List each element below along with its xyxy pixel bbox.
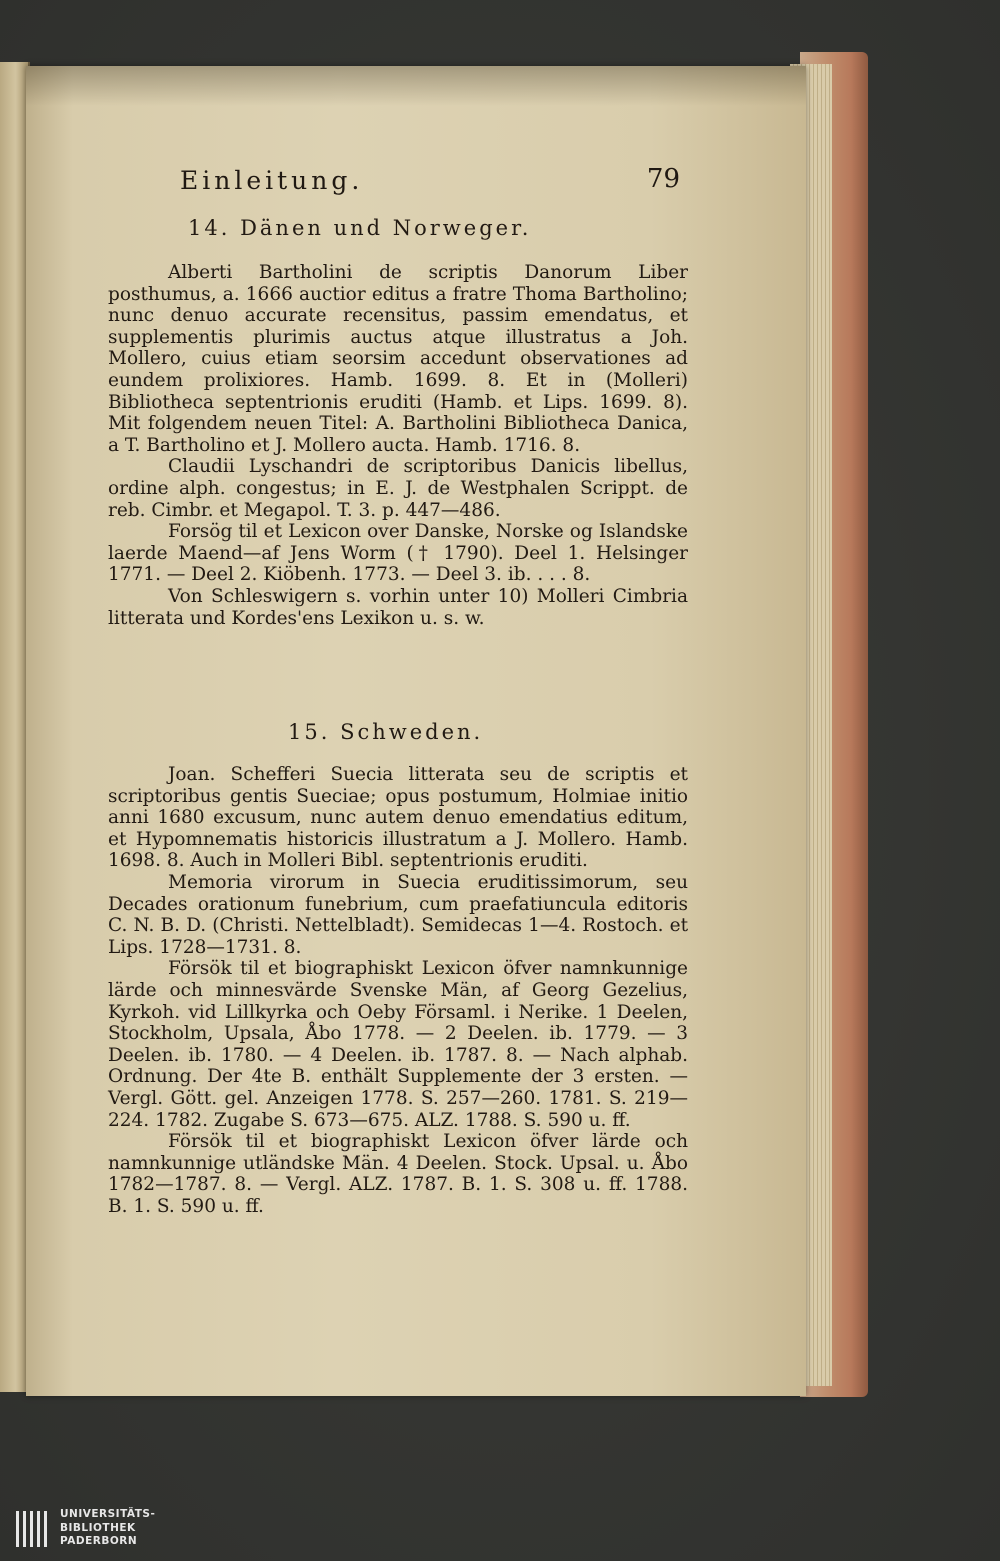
page-header xyxy=(180,166,680,206)
paragraph: Forsög til et Lexicon over Danske, Norske og Islandske laerde Maend—af Jens Worm († 1790). Deel 1. Helsinger 1771. — Deel 2. Kiöbenh. 1773. — Deel 3. ib. . . . 8. xyxy=(108,521,688,586)
logo-line: BIBLIOTHEK xyxy=(60,1521,136,1534)
section-heading-schweden: 15. Schweden. xyxy=(288,720,484,744)
paragraph: Joan. Schefferi Suecia litterata seu de scriptis et scriptoribus gentis Sueciae; opus postumum, Holmiae initio anni 1680 excusum, nunc autem denuo emendatius editum, et Hypomnematis historicis illustratum a J. Mollero. Hamb. 1698. 8. Auch in Molleri Bibl. septentrionis eruditi. xyxy=(108,764,688,872)
paragraph: Von Schleswigern s. vorhin unter 10) Molleri Cimbria litterata und Kordes'ens Lexikon u. s. w. xyxy=(108,585,688,629)
page-number: 79 xyxy=(646,164,680,194)
paragraph: Försök til et biographiskt Lexicon öfver namnkunnige lärde och minnesvärde Svenske Män, af Georg Gezelius, Kyrkoh. vid Lillkyrka och Oeby Församl. i Nerike. 1 Deelen, Stockholm, Upsala, Åbo 1778. — 2 Deelen. ib. 1779. — 3 Deelen. ib. 1780. — 4 Deelen. ib. 1787. 8. — Nach alphab. Ordnung. Der 4te B. enthält Supplemente der 3 ersten. — Vergl. Gött. gel. Anzeigen 1778. S. 257—260. 1781. S. 219—224. 1782. Zugabe S. 673—675. ALZ. 1788. S. 590 u. ff. xyxy=(108,958,688,1131)
library-logo-icon xyxy=(14,1509,48,1549)
section-heading-danen: 14. Dänen und Norweger. xyxy=(188,216,532,240)
paragraph: Försök til et biographiskt Lexicon öfver lärde och namnkunnige utländske Män. 4 Deelen. Stock. Upsal. u. Åbo 1782—1787. 8. — Vergl. ALZ. 1787. B. 1. S. 308 u. ff. 1788. B. 1. S. 590 u. ff. xyxy=(108,1131,688,1217)
paragraph: Claudii Lyschandri de scriptoribus Danicis libellus, ordine alph. congestus; in E. J. de Westphalen Scrippt. de reb. Cimbr. et Megapol. T. 3. p. 447—486. xyxy=(108,456,688,521)
logo-line: PADERBORN xyxy=(60,1535,138,1547)
library-logo xyxy=(14,1505,214,1555)
paragraph: Alberti Bartholini de scriptis Danorum Liber posthumus, a. 1666 auctior editus a fratre Thoma Bartholino; nunc denuo accurate recensitus, passim emendatus, et supplementis plurimis auctus atque illustratus a Joh. Mollero, cuius etiam seorsim accedunt observationes ad eundem prolixiores. Hamb. 1699. 8. Et in (Molleri) Bibliotheca septentrionis eruditi (Hamb. et Lips. 1699. 8). Mit folgendem neuen Titel: A. Bartholini Bibliotheca Danica, a T. Bartholino et J. Mollero aucta. Hamb. 1716. 8. xyxy=(108,262,688,456)
paragraph: Memoria virorum in Suecia eruditissimorum, seu Decades orationum funebrium, cum praefatiuncula editoris C. N. B. D. (Christi. Nettelbladt). Semidecas 1—4. Rostoch. et Lips. 1728—1731. 8. xyxy=(108,871,688,958)
section-body-schweden xyxy=(108,764,688,1217)
logo-line: UNIVERSITÄTS- xyxy=(60,1508,156,1520)
section-body-danen xyxy=(108,262,688,629)
running-head: Einleitung. xyxy=(180,166,364,195)
